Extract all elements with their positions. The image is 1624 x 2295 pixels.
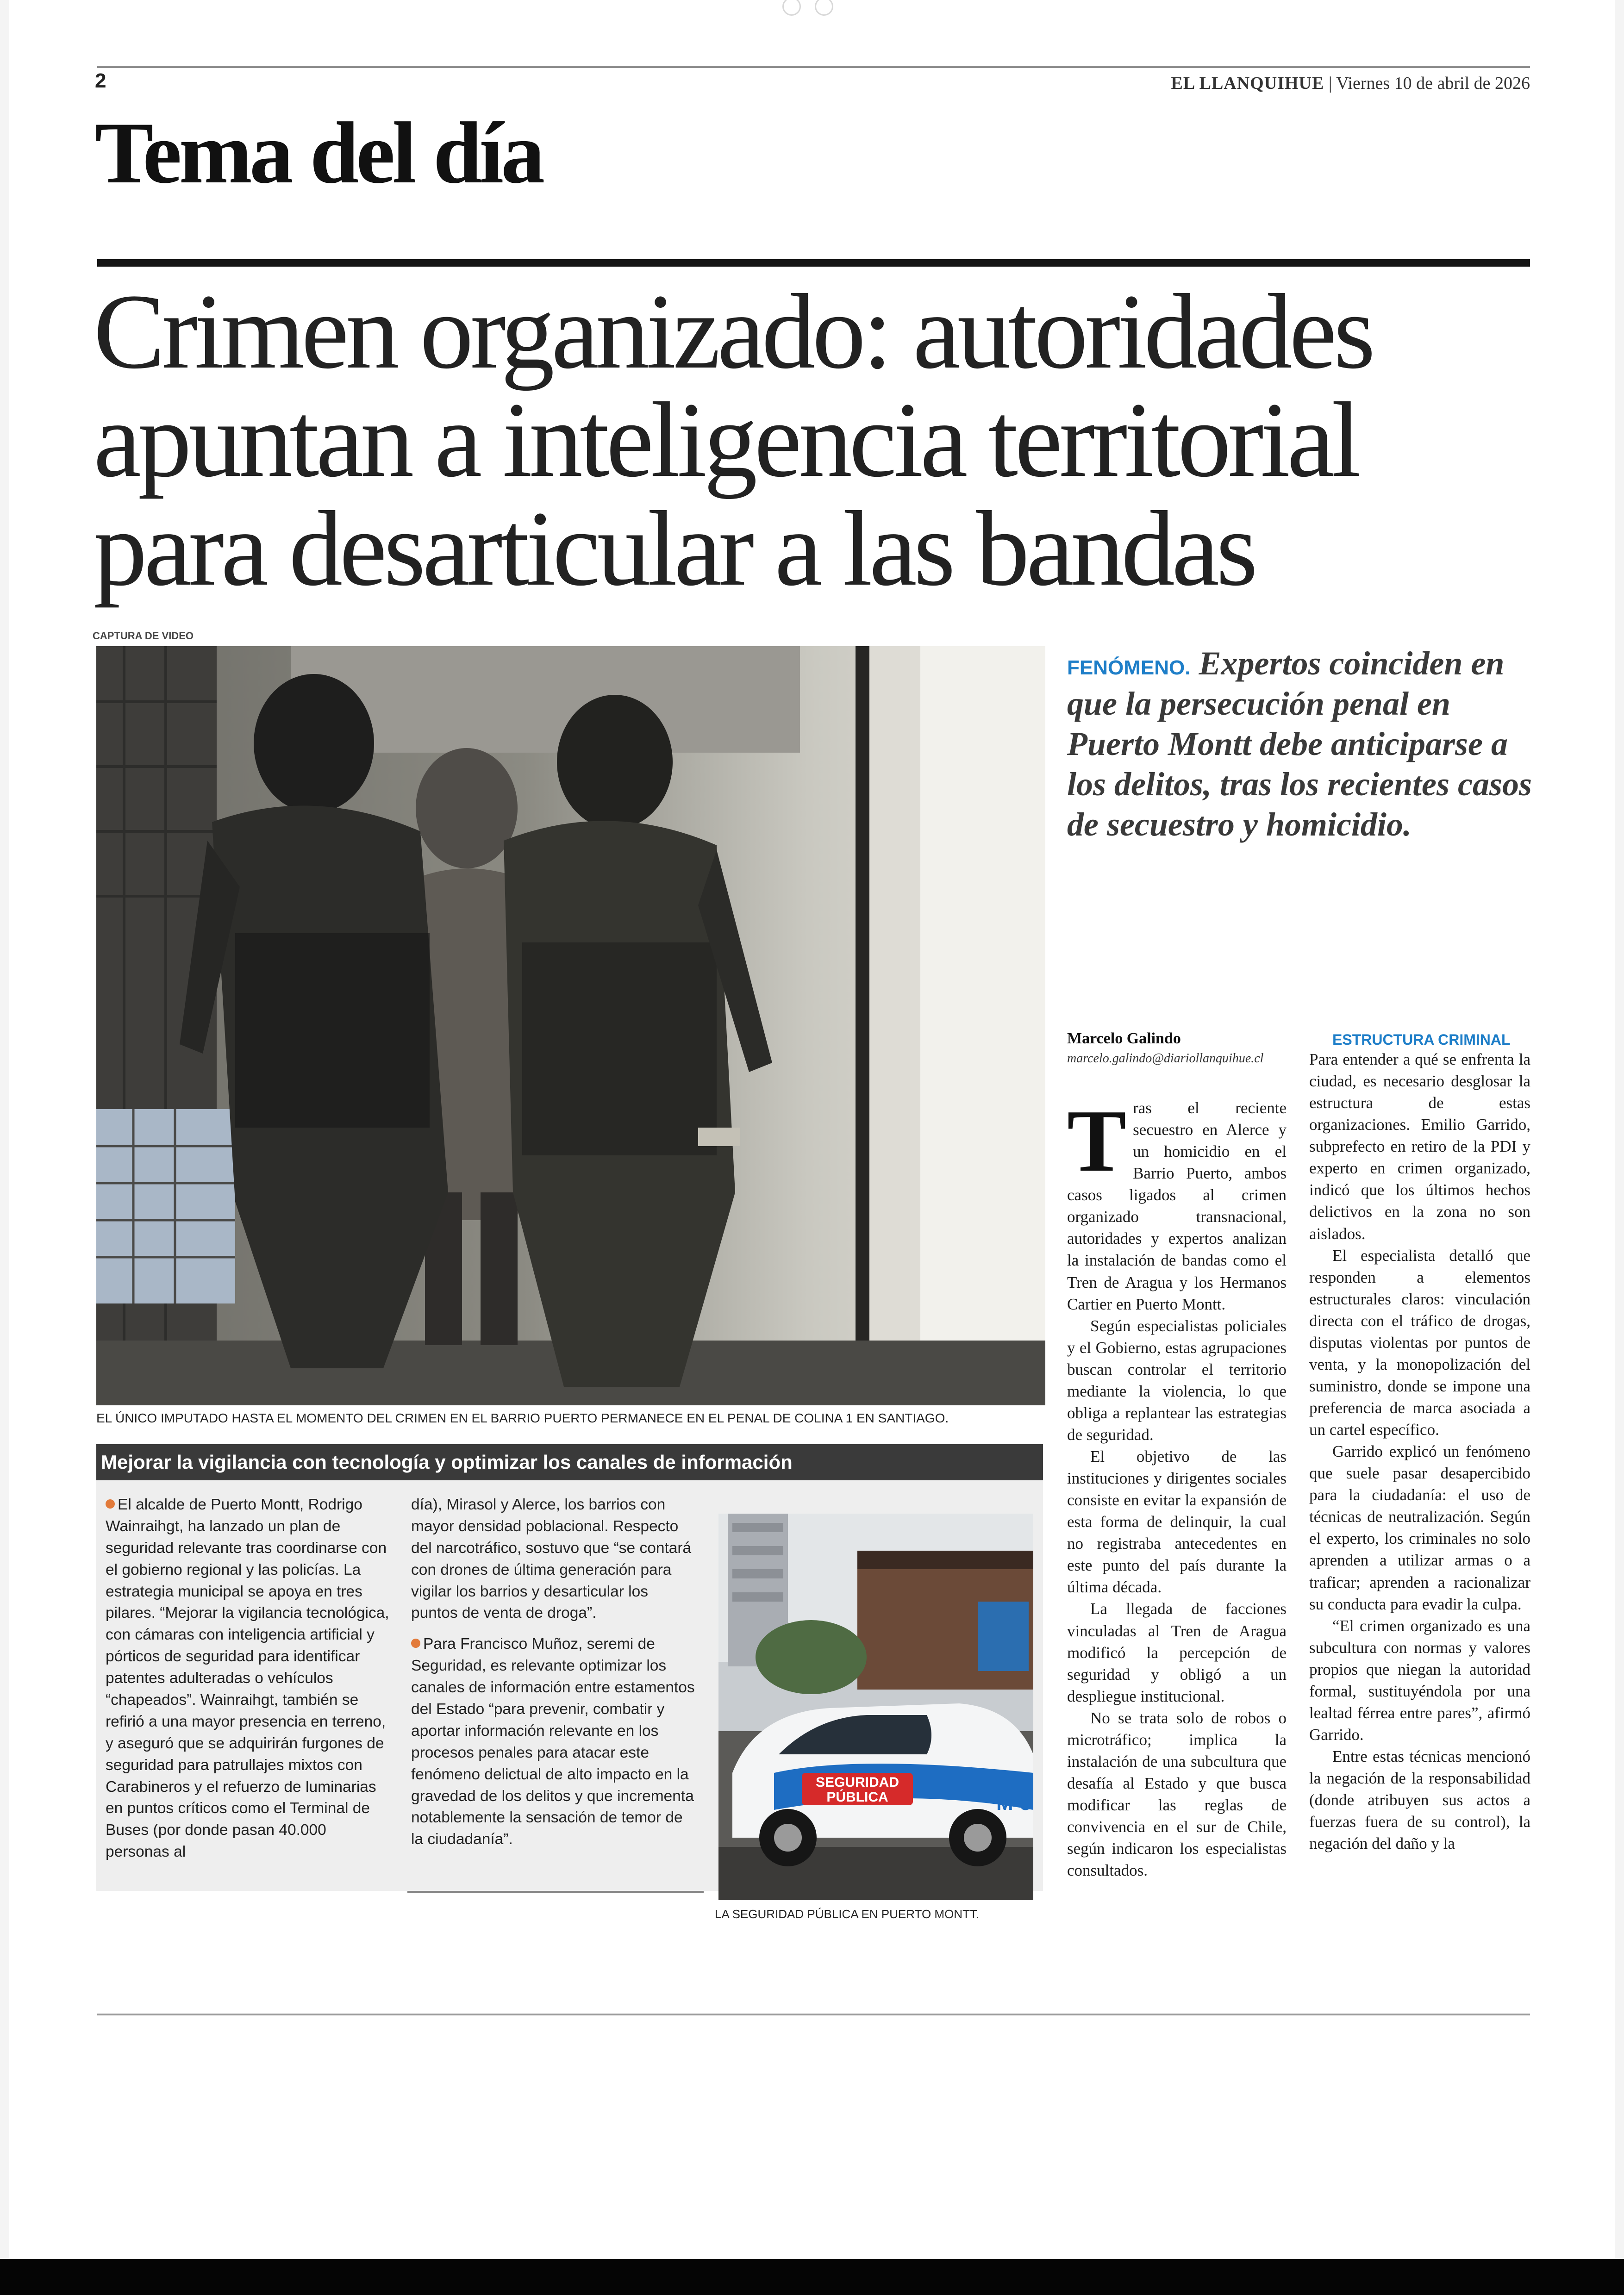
sidebar-box — [96, 1444, 1043, 1921]
sidebar-divider — [407, 1891, 704, 1893]
viewer-next-icon[interactable] — [815, 0, 833, 16]
main-photo — [96, 646, 1045, 1405]
page-number: 2 — [95, 69, 106, 92]
bullet-icon — [411, 1639, 420, 1648]
lead-kicker: FENÓMENO. — [1067, 656, 1191, 679]
sidebar-paragraph-3: Para Francisco Muñoz, seremi de Seguridad, es relevante optimizar los canales de información entre estamentos del Estado “para prevenir, combatir y aportar información relevante en los procesos penales para atacar este fenómeno delictual de alto impacto en la gravedad de los delitos y que incrementa notablemente la sensación de temor de la ciudadanía”. — [411, 1635, 695, 1848]
author-name: Marcelo Galindo — [1067, 1030, 1181, 1047]
paragraph-7: El especialista detalló que responden a elementos estructurales claros: vinculación directa con el tráfico de drogas, disputas violentas por puntos de venta, y la monopolización del suministro, donde se impone una preferencia de marca asociada a un cartel específico. — [1309, 1246, 1530, 1439]
section-title: Tema del día — [95, 105, 543, 202]
paragraph-3: El objetivo de las instituciones y dirigentes sociales consiste en evitar la expansión de esta forma de delinquir, la cual no registraba antecedentes en este punto del país durante la última década. — [1067, 1447, 1287, 1597]
masthead: EL LLANQUIHUE | Viernes 10 de abril de 2026 — [1171, 74, 1530, 93]
sidebar-paragraph-2: día), Mirasol y Alerce, los barrios con mayor densidad poblacional. Respecto del narcotráfico, sostuvo que “se contará con drones de última generación para vigilar los barrios y desarticular los puntos de venta de droga”. — [411, 1496, 692, 1622]
paragraph-6: Para entender a qué se enfrenta la ciudad, es necesario desglosar la estructura de estas organizaciones. Emilio Garrido, subprefecto en retiro de la PDI y experto en crimen organizado, indicó que los últimos hechos delictivos en la zona no son aislados. — [1309, 1050, 1530, 1243]
paragraph-8: Garrido explicó un fenómeno que suele pasar desapercibido para la ciudadanía: el uso de técnicas de neutralización. Según el experto, los criminales no solo aprenden a utilizar armas o a traficar; aprenden a racionalizar su conducta para evadir la culpa. — [1309, 1442, 1530, 1613]
sidebar-paragraph-1: El alcalde de Puerto Montt, Rodrigo Wainraihgt, ha lanzado un plan de seguridad relevante tras coordinarse con el gobierno regional y las policías. La estrategia municipal se apoya en tres pilares. “Mejorar la vigilancia tecnológica, con cámaras con inteligencia artificial y pórticos de seguridad para identificar patentes adulteradas o vehículos “chapeados”. Wainraihgt, también se refirió a una mayor presencia en terreno, y aseguró que se adquirirán furgones de seguridad para patrullajes mixtos con Carabineros y el refuerzo de luminarias en puntos críticos como el Terminal de Buses (por donde pasan 40.000 personas al — [106, 1496, 389, 1861]
top-rule — [97, 66, 1530, 68]
issue-date: Viernes 10 de abril de 2026 — [1336, 74, 1530, 93]
photo-credit: CAPTURA DE VIDEO — [93, 630, 194, 642]
patrol-car-photo — [718, 1514, 1033, 1900]
subhead: ESTRUCTURA CRIMINAL — [1332, 1031, 1511, 1048]
paragraph-2: Según especialistas policiales y el Gobierno, estas agrupaciones buscan controlar el territorio mediante la violencia, lo que obliga a replantear las estrategias de seguridad. — [1067, 1316, 1287, 1444]
viewer-bottom-bar — [0, 2259, 1624, 2295]
footer-rule — [97, 2014, 1530, 2015]
paragraph-4: La llegada de facciones vinculadas al Tren de Aragua modificó la percepción de seguridad y obligó a un despliegue institucional. — [1067, 1600, 1287, 1705]
byline — [1067, 1030, 1299, 1066]
lead-paragraph — [1067, 643, 1535, 845]
sidebar-column-1 — [106, 1494, 393, 1872]
sidebar-column-2 — [411, 1494, 698, 1860]
paragraph-9: “El crimen organizado es una subcultura con normas y valores propios que niegan la autoridad formal, sustituyéndola por una lealtad férrea entre pares”, afirmó Garrido. — [1309, 1616, 1530, 1744]
viewer-controls — [782, 0, 838, 14]
paragraph-1: Tras el reciente secuestro en Alerce y un homicidio en el Barrio Puerto, ambos casos ligados al crimen organizado transnacional, autoridades y expertos analizan la instalación de bandas como el Tren de Aragua y los Hermanos Cartier en Puerto Montt. — [1067, 1091, 1287, 1313]
author-email[interactable]: marcelo.galindo@diariollanquihue.cl — [1067, 1051, 1264, 1066]
police-escort-photo — [96, 646, 1045, 1405]
paragraph-5: No se trata solo de robos o microtráfico; implica la instalación de una subcultura que desafía al Estado y que busca modificar las reglas de convivencia en el sur de Chile, según indicaron los especialistas consultados. — [1067, 1709, 1287, 1880]
article-column-1 — [1067, 1091, 1287, 1881]
bullet-icon — [106, 1499, 115, 1509]
section-rule — [97, 259, 1530, 267]
sidebar-title: Mejorar la vigilancia con tecnología y optimizar los canales de información — [96, 1444, 1043, 1480]
photo-caption: EL ÚNICO IMPUTADO HASTA EL MOMENTO DEL CRIMEN EN EL BARRIO PUERTO PERMANECE EN EL PENAL DE COLINA 1 EN SANTIAGO. — [96, 1411, 949, 1425]
inset-photo — [718, 1514, 1033, 1900]
article-column-2 — [1309, 1031, 1530, 1854]
drop-cap: T — [1067, 1091, 1127, 1190]
vehicle-unit-number: M-5 — [996, 1792, 1031, 1815]
lead-text: Expertos coinciden en que la persecución penal en Puerto Montt debe anticiparse a los delitos, tras los recientes casos de secuestro y homicidio. — [1067, 645, 1532, 843]
headline: Crimen organizado: autoridades apuntan a inteligencia territorial para desarticular a las bandas — [94, 272, 1373, 608]
vehicle-text-1: SEGURIDAD — [815, 1775, 899, 1790]
viewer-prev-icon[interactable] — [782, 0, 801, 16]
newspaper-name: EL LLANQUIHUE — [1171, 74, 1324, 93]
vehicle-text-2: PÚBLICA — [826, 1790, 888, 1805]
paragraph-10: Entre estas técnicas mencionó la negación de la responsabilidad (donde atribuyen sus actos a fuerzas fuera de su control), la negación del daño y la — [1309, 1747, 1530, 1853]
inset-caption: LA SEGURIDAD PÚBLICA EN PUERTO MONTT. — [715, 1907, 980, 1921]
